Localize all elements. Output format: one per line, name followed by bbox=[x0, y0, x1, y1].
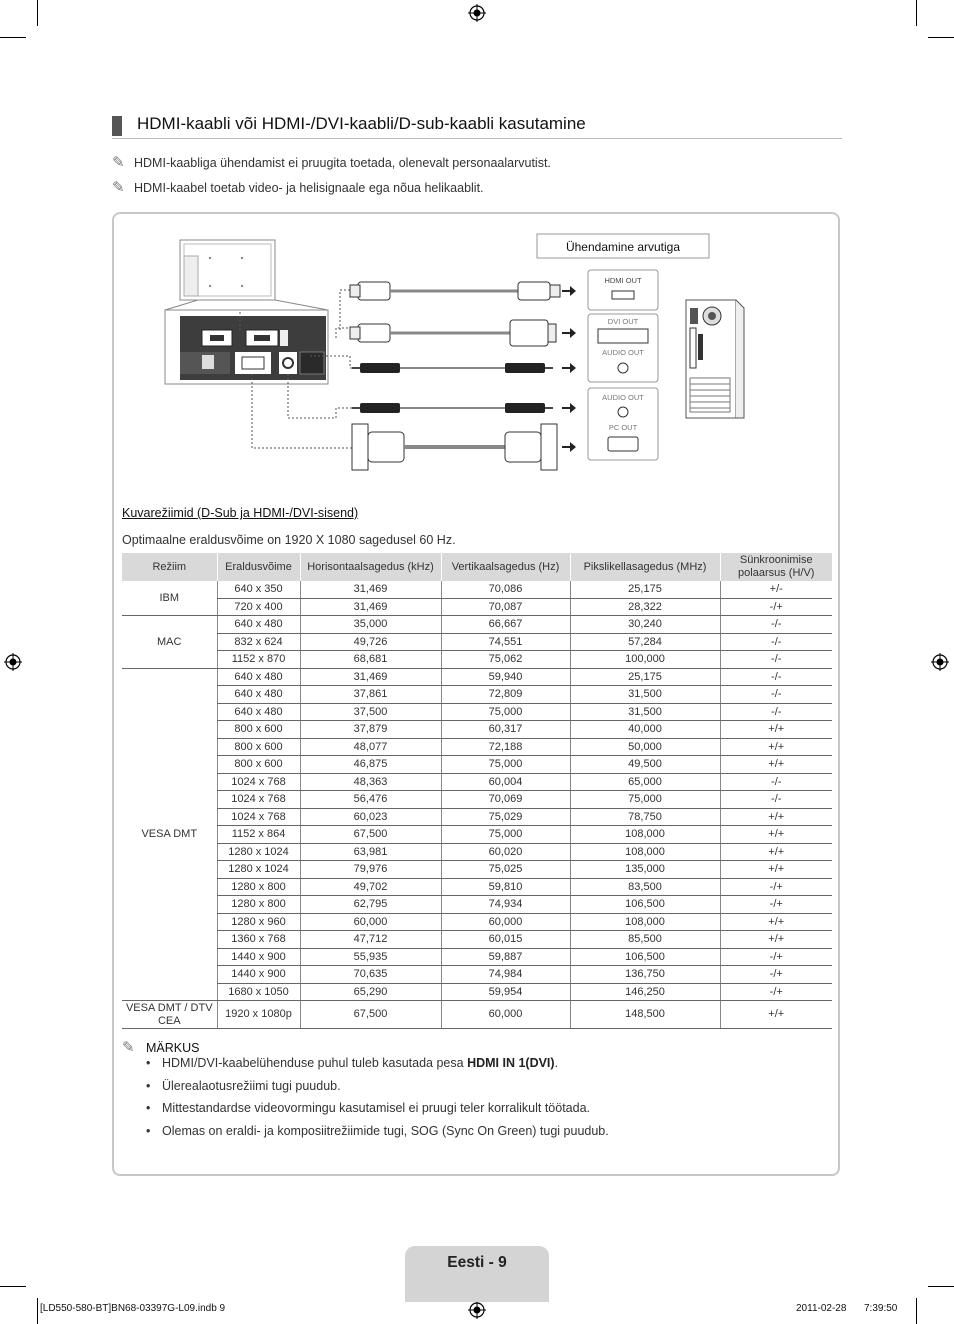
table-row bbox=[122, 966, 832, 984]
table-cell: -/- bbox=[720, 616, 832, 634]
footer-file: [LD550-580-BT]BN68-03397G-L09.indb 9 bbox=[40, 1303, 226, 1314]
table-cell: 60,000 bbox=[441, 1001, 570, 1029]
table-header: Vertikaalsagedus (Hz) bbox=[441, 553, 570, 581]
pencil-icon: ✎ bbox=[112, 154, 125, 171]
table-cell: 68,681 bbox=[300, 651, 441, 669]
table-cell: 75,000 bbox=[441, 756, 570, 774]
table-cell: 1024 x 768 bbox=[217, 791, 300, 809]
table-cell: 72,809 bbox=[441, 686, 570, 704]
table-row bbox=[122, 861, 832, 879]
table-cell: +/+ bbox=[720, 931, 832, 949]
table-cell: 720 x 400 bbox=[217, 598, 300, 616]
table-cell: 60,023 bbox=[300, 808, 441, 826]
table-cell: 1920 x 1080p bbox=[217, 1001, 300, 1029]
table-cell: 85,500 bbox=[570, 931, 720, 949]
table-cell: 50,000 bbox=[570, 738, 720, 756]
table-cell: 1280 x 960 bbox=[217, 913, 300, 931]
table-cell: -/+ bbox=[720, 878, 832, 896]
table-header: Horisontaalsagedus (kHz) bbox=[300, 553, 441, 581]
crop-mark bbox=[916, 0, 917, 26]
list-item bbox=[144, 1120, 609, 1143]
table-cell: 49,500 bbox=[570, 756, 720, 774]
table-cell: 640 x 480 bbox=[217, 686, 300, 704]
table-cell: 37,861 bbox=[300, 686, 441, 704]
pencil-icon: ✎ bbox=[112, 179, 125, 196]
table-cell: 67,500 bbox=[300, 1001, 441, 1029]
remark-text: . bbox=[554, 1056, 559, 1070]
table-cell: 146,250 bbox=[570, 983, 720, 1001]
table-row bbox=[122, 721, 832, 739]
table-cell: 49,702 bbox=[300, 878, 441, 896]
remark-text: HDMI IN 1(DVI) bbox=[467, 1056, 555, 1070]
section-bar bbox=[112, 116, 122, 136]
dvi-out-label: DVI OUT bbox=[607, 317, 639, 326]
table-cell: -/- bbox=[720, 668, 832, 686]
connection-diagram bbox=[160, 228, 760, 478]
mode-cell: MAC bbox=[122, 616, 217, 669]
table-row bbox=[122, 983, 832, 1001]
table-cell: 35,000 bbox=[300, 616, 441, 634]
table-cell: 48,363 bbox=[300, 773, 441, 791]
table-cell: 148,500 bbox=[570, 1001, 720, 1029]
table-cell: 65,000 bbox=[570, 773, 720, 791]
mode-table-subtitle: Optimaalne eraldusvõime on 1920 X 1080 sagedusel 60 Hz. bbox=[122, 533, 456, 547]
table-cell: 800 x 600 bbox=[217, 756, 300, 774]
table-cell: 106,500 bbox=[570, 896, 720, 914]
table-cell: 108,000 bbox=[570, 913, 720, 931]
table-cell: 30,240 bbox=[570, 616, 720, 634]
hdmi-out-label: HDMI OUT bbox=[604, 276, 642, 285]
table-cell: +/+ bbox=[720, 756, 832, 774]
table-cell: 31,500 bbox=[570, 686, 720, 704]
table-cell: 31,500 bbox=[570, 703, 720, 721]
table-cell: -/- bbox=[720, 686, 832, 704]
table-cell: 75,000 bbox=[441, 703, 570, 721]
table-header-row bbox=[122, 553, 832, 581]
table-cell: 31,469 bbox=[300, 668, 441, 686]
table-cell: 60,015 bbox=[441, 931, 570, 949]
table-cell: 1440 x 900 bbox=[217, 948, 300, 966]
remark-text: Ülerealaotusrežiimi tugi puudub. bbox=[162, 1078, 341, 1093]
remarks-title: MÄRKUS bbox=[146, 1041, 200, 1055]
registration-mark-icon bbox=[4, 653, 22, 671]
table-row bbox=[122, 931, 832, 949]
table-cell: 31,469 bbox=[300, 598, 441, 616]
pc-label: Ühendamine arvutiga bbox=[565, 240, 681, 254]
list-item bbox=[144, 1052, 609, 1075]
table-cell: 1280 x 800 bbox=[217, 878, 300, 896]
table-cell: 83,500 bbox=[570, 878, 720, 896]
table-header: Režiim bbox=[122, 553, 217, 581]
table-cell: 46,875 bbox=[300, 756, 441, 774]
audio-cable bbox=[352, 363, 576, 373]
table-cell: 135,000 bbox=[570, 861, 720, 879]
table-row bbox=[122, 651, 832, 669]
remark-text: Mittestandardse videovormingu kasutamisel ei pruugi teler korralikult töötada. bbox=[162, 1101, 590, 1115]
table-cell: 1152 x 864 bbox=[217, 826, 300, 844]
table-cell: -/+ bbox=[720, 598, 832, 616]
table-cell: 70,087 bbox=[441, 598, 570, 616]
audio-out-label: AUDIO OUT bbox=[602, 348, 644, 357]
table-cell: 108,000 bbox=[570, 826, 720, 844]
table-cell: 66,667 bbox=[441, 616, 570, 634]
registration-mark-icon bbox=[931, 653, 949, 671]
section-title: HDMI-kaabli või HDMI-/DVI-kaabli/D-sub-kaabli kasutamine bbox=[137, 114, 586, 133]
table-cell: 60,000 bbox=[441, 913, 570, 931]
table-row bbox=[122, 878, 832, 896]
table-cell: 1440 x 900 bbox=[217, 966, 300, 984]
note-text: HDMI-kaabel toetab video- ja helisignaale ega nõua helikaablit. bbox=[134, 181, 484, 195]
audio-cable bbox=[352, 403, 576, 413]
table-cell: +/+ bbox=[720, 721, 832, 739]
table-cell: 75,025 bbox=[441, 861, 570, 879]
table-cell: 55,935 bbox=[300, 948, 441, 966]
table-row bbox=[122, 773, 832, 791]
table-header: Eraldusvõime bbox=[217, 553, 300, 581]
table-cell: -/- bbox=[720, 773, 832, 791]
table-cell: 60,020 bbox=[441, 843, 570, 861]
note-line bbox=[112, 178, 484, 196]
table-cell: 108,000 bbox=[570, 843, 720, 861]
remark-text: HDMI/DVI-kaabelühenduse puhul tuleb kasutada pesa bbox=[162, 1056, 468, 1070]
table-cell: 74,551 bbox=[441, 633, 570, 651]
table-cell: +/- bbox=[720, 581, 832, 598]
crop-mark bbox=[0, 37, 26, 38]
table-row bbox=[122, 843, 832, 861]
tv-back-icon bbox=[165, 240, 328, 310]
table-cell: 56,476 bbox=[300, 791, 441, 809]
table-cell: 70,069 bbox=[441, 791, 570, 809]
pc-port-boxes bbox=[588, 270, 658, 460]
table-row bbox=[122, 826, 832, 844]
table-cell: 1360 x 768 bbox=[217, 931, 300, 949]
footer-time: 7:39:50 bbox=[864, 1303, 898, 1314]
table-cell: 640 x 480 bbox=[217, 668, 300, 686]
table-cell: 60,317 bbox=[441, 721, 570, 739]
table-cell: 62,795 bbox=[300, 896, 441, 914]
table-cell: 1280 x 1024 bbox=[217, 843, 300, 861]
table-cell: +/+ bbox=[720, 1001, 832, 1029]
page-label: Eesti - 9 bbox=[447, 1254, 507, 1271]
table-cell: -/- bbox=[720, 633, 832, 651]
table-cell: -/+ bbox=[720, 966, 832, 984]
d-sub-cable bbox=[352, 424, 576, 470]
pc-out-label: PC OUT bbox=[608, 423, 638, 432]
table-row bbox=[122, 633, 832, 651]
list-item bbox=[144, 1075, 609, 1098]
table-cell: 1280 x 1024 bbox=[217, 861, 300, 879]
crop-mark bbox=[928, 1286, 954, 1287]
table-cell: 832 x 624 bbox=[217, 633, 300, 651]
table-cell: 70,635 bbox=[300, 966, 441, 984]
table-cell: 640 x 350 bbox=[217, 581, 300, 598]
table-cell: +/+ bbox=[720, 913, 832, 931]
table-cell: 48,077 bbox=[300, 738, 441, 756]
table-cell: +/+ bbox=[720, 826, 832, 844]
table-cell: 47,712 bbox=[300, 931, 441, 949]
table-row bbox=[122, 948, 832, 966]
table-cell: 59,887 bbox=[441, 948, 570, 966]
table-cell: 1024 x 768 bbox=[217, 773, 300, 791]
mode-cell: IBM bbox=[122, 581, 217, 616]
page-number-tab bbox=[405, 1246, 549, 1302]
table-cell: -/+ bbox=[720, 896, 832, 914]
table-row bbox=[122, 686, 832, 704]
table-cell: 75,029 bbox=[441, 808, 570, 826]
table-cell: 78,750 bbox=[570, 808, 720, 826]
table-row bbox=[122, 598, 832, 616]
table-cell: 75,062 bbox=[441, 651, 570, 669]
table-cell: 1152 x 870 bbox=[217, 651, 300, 669]
table-cell: +/+ bbox=[720, 808, 832, 826]
table-row bbox=[122, 703, 832, 721]
remarks-list bbox=[144, 1052, 609, 1142]
tv-port-panel bbox=[165, 310, 328, 384]
table-cell: 79,976 bbox=[300, 861, 441, 879]
table-cell: -/+ bbox=[720, 983, 832, 1001]
table-cell: +/+ bbox=[720, 861, 832, 879]
table-cell: 63,981 bbox=[300, 843, 441, 861]
table-cell: 59,954 bbox=[441, 983, 570, 1001]
table-cell: +/+ bbox=[720, 843, 832, 861]
table-cell: 40,000 bbox=[570, 721, 720, 739]
table-cell: 37,879 bbox=[300, 721, 441, 739]
table-cell: 640 x 480 bbox=[217, 703, 300, 721]
section-header bbox=[112, 112, 842, 139]
note-line bbox=[112, 153, 551, 171]
table-header: Pikslikellasagedus (MHz) bbox=[570, 553, 720, 581]
registration-mark-icon bbox=[468, 1301, 486, 1319]
crop-mark bbox=[928, 37, 954, 38]
footer-date: 2011-02-28 bbox=[796, 1303, 847, 1314]
table-row bbox=[122, 1001, 832, 1029]
table-header: Sünkroonimise polaarsus (H/V) bbox=[720, 553, 832, 581]
table-cell: 800 x 600 bbox=[217, 721, 300, 739]
table-row bbox=[122, 808, 832, 826]
mode-table-title: Kuvarežiimid (D-Sub ja HDMI-/DVI-sisend) bbox=[122, 506, 359, 520]
remark-text: Olemas on eraldi- ja komposiitrežiimide tugi, SOG (Sync On Green) tugi puudub. bbox=[162, 1123, 609, 1138]
table-cell: 72,188 bbox=[441, 738, 570, 756]
table-cell: -/+ bbox=[720, 948, 832, 966]
table-row bbox=[122, 616, 832, 634]
table-cell: 59,810 bbox=[441, 878, 570, 896]
table-cell: +/+ bbox=[720, 738, 832, 756]
table-cell: 75,000 bbox=[441, 826, 570, 844]
crop-mark bbox=[0, 1286, 26, 1287]
table-cell: 1680 x 1050 bbox=[217, 983, 300, 1001]
table-cell: 1280 x 800 bbox=[217, 896, 300, 914]
table-cell: 57,284 bbox=[570, 633, 720, 651]
table-row bbox=[122, 791, 832, 809]
hdmi-cable bbox=[350, 282, 576, 300]
mode-cell: VESA DMT / DTV CEA bbox=[122, 1001, 217, 1029]
table-cell: 25,175 bbox=[570, 581, 720, 598]
table-cell: 74,934 bbox=[441, 896, 570, 914]
table-cell: 60,004 bbox=[441, 773, 570, 791]
mode-cell: VESA DMT bbox=[122, 668, 217, 1001]
table-row bbox=[122, 668, 832, 686]
table-cell: 65,290 bbox=[300, 983, 441, 1001]
display-mode-table bbox=[122, 553, 832, 1029]
table-row bbox=[122, 896, 832, 914]
list-item bbox=[144, 1097, 609, 1120]
table-row bbox=[122, 913, 832, 931]
table-cell: 31,469 bbox=[300, 581, 441, 598]
table-cell: 136,750 bbox=[570, 966, 720, 984]
pencil-icon: ✎ bbox=[122, 1039, 135, 1056]
note-text: HDMI-kaabliga ühendamist ei pruugita toetada, olenevalt personaalarvutist. bbox=[134, 156, 551, 170]
table-cell: 800 x 600 bbox=[217, 738, 300, 756]
table-row bbox=[122, 756, 832, 774]
audio-out-label: AUDIO OUT bbox=[602, 393, 644, 402]
table-cell: 106,500 bbox=[570, 948, 720, 966]
table-cell: 49,726 bbox=[300, 633, 441, 651]
table-cell: -/- bbox=[720, 651, 832, 669]
registration-mark-icon bbox=[468, 4, 486, 22]
crop-mark bbox=[37, 0, 38, 26]
table-cell: 37,500 bbox=[300, 703, 441, 721]
hdmi-dvi-cable bbox=[350, 320, 576, 346]
table-cell: 25,175 bbox=[570, 668, 720, 686]
table-cell: 640 x 480 bbox=[217, 616, 300, 634]
pc-tower-icon bbox=[686, 300, 744, 418]
table-cell: -/- bbox=[720, 791, 832, 809]
crop-mark bbox=[916, 1298, 917, 1324]
table-body bbox=[122, 581, 832, 1029]
crop-mark bbox=[37, 1298, 38, 1324]
table-row bbox=[122, 581, 832, 598]
table-cell: 100,000 bbox=[570, 651, 720, 669]
table-row bbox=[122, 738, 832, 756]
table-cell: -/- bbox=[720, 703, 832, 721]
table-cell: 1024 x 768 bbox=[217, 808, 300, 826]
table-cell: 60,000 bbox=[300, 913, 441, 931]
table-cell: 28,322 bbox=[570, 598, 720, 616]
table-cell: 75,000 bbox=[570, 791, 720, 809]
table-cell: 59,940 bbox=[441, 668, 570, 686]
table-cell: 67,500 bbox=[300, 826, 441, 844]
table-cell: 70,086 bbox=[441, 581, 570, 598]
table-cell: 74,984 bbox=[441, 966, 570, 984]
